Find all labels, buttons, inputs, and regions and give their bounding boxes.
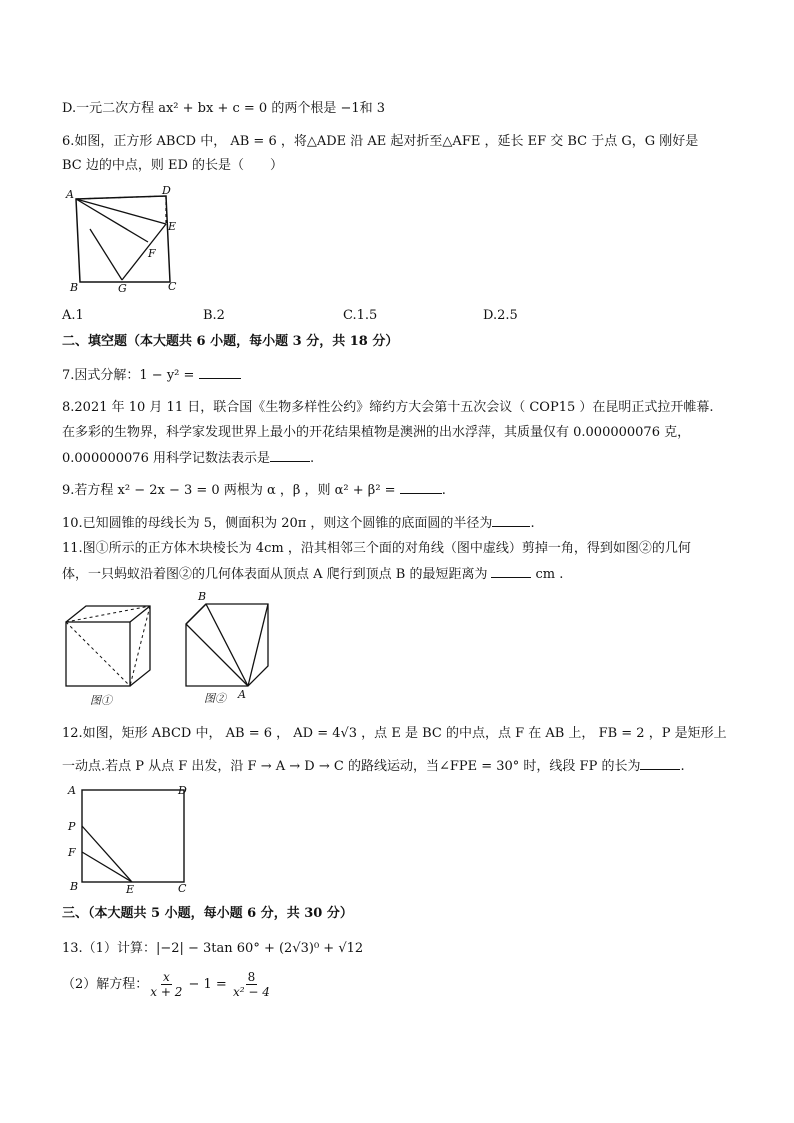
q12-rectangle: [82, 790, 184, 882]
q12-label-d: D: [178, 784, 187, 797]
q6-square-outline: [76, 196, 170, 282]
q13-part1: 13.（1）计算：|−2| − 3tan 60° + (2√3)⁰ + √12: [62, 941, 364, 956]
q6-label-a: A: [66, 188, 74, 201]
q5-option-d: D.一元二次方程 ax² + bx + c = 0 的两个根是 −1和 3: [62, 101, 386, 116]
q6-stem-line2: BC 边的中点，则 ED 的长是（ ）: [62, 158, 284, 173]
q12-label-a: A: [68, 784, 76, 797]
section-3-heading: 三、（本大题共 5 小题，每小题 6 分，共 30 分）: [62, 906, 353, 921]
q12-label-f: F: [68, 846, 76, 859]
q6-line-eg: [122, 224, 166, 280]
q11-unit: cm .: [535, 567, 564, 582]
q6-label-d: D: [162, 184, 171, 197]
q10-answer-blank: [492, 514, 530, 527]
q11-figure-2: [180, 590, 290, 710]
q11-answer-blank: [491, 565, 531, 578]
q10-line: 10.已知圆锥的母线长为 5，侧面积为 20π ，则这个圆锥的底面圆的半径为 .: [62, 516, 535, 531]
q12-line2: 一动点.若点 P 从点 F 出发，沿 F → A → D → C 的路线运动，当∠FPE = 30° 时，线段 FP 的长为 .: [62, 759, 685, 774]
q13-part2-label: （2）解方程：: [62, 977, 149, 992]
q8-answer-blank: [270, 449, 310, 462]
q12-answer-blank: [640, 757, 680, 770]
q6-option-a: A.1: [62, 308, 84, 323]
q8-line1: 8.2021 年 10 月 11 日，联合国《生物多样性公约》缔约方大会第十五次会议（ COP15 ）在昆明正式拉开帷幕.: [62, 400, 714, 415]
q13-fraction-1: $\frac{x}{x + 2}$: [150, 970, 183, 999]
q6-line-fold: [90, 229, 122, 280]
q8-line2: 在多彩的生物界，科学家发现世界上最小的开花结果植物是澳洲的出水浮萍，其质量仅有 0.000000076 克，: [62, 425, 691, 440]
q11-dashed-diag-3: [130, 606, 150, 686]
q12-line-pe: [82, 826, 132, 882]
q6-label-f: F: [148, 247, 156, 260]
q6-stem-line1: 6.如图，正方形 ABCD 中， AB = 6 ，将△ADE 沿 AE 起对折至△AFE ，延长 EF 交 BC 于点 G，G 刚好是: [62, 134, 699, 149]
q6-label-b: B: [70, 281, 79, 294]
q6-line-ae: [76, 199, 166, 224]
q6-option-b: B.2: [203, 308, 225, 323]
section-2-heading: 二、填空题（本大题共 6 小题，每小题 3 分，共 18 分）: [62, 334, 399, 349]
q6-figure: [62, 184, 192, 294]
q7-answer-blank: [199, 366, 241, 379]
q11-line1: 11.图①所示的正方体木块棱长为 4cm ，沿其相邻三个面的对角线（图中虚线）剪掉一角，得到如图②的几何: [62, 541, 691, 556]
q11-dashed-diag-2: [66, 606, 150, 622]
q6-option-d: D.2.5: [483, 308, 518, 323]
q12-label-e: E: [126, 883, 135, 895]
q8-line3: 0.000000076 用科学记数法表示是 .: [62, 451, 315, 466]
q9-answer-blank: [400, 481, 442, 494]
q11-cube-back-edges: [66, 606, 150, 686]
q12-line-fe: [82, 852, 132, 882]
q6-option-c: C.1.5: [343, 308, 378, 323]
q11-label-b: B: [198, 590, 207, 603]
q12-label-p: P: [68, 820, 76, 833]
q11-fig1-caption: 图①: [90, 694, 112, 707]
q11-dashed-diag-1: [66, 622, 130, 686]
q12-figure: [62, 780, 202, 895]
q8-line3-text: 0.000000076 用科学记数法表示是: [62, 451, 270, 466]
q7-text: 7.因式分解：1 − y² =: [62, 368, 199, 383]
q11-line2: [62, 565, 563, 584]
q13-part2: （2）解方程： $\frac{x}{x + 2}$ − 1 = $\frac{8}{\text{x² − 4}}$: [62, 970, 270, 999]
q6-label-c: C: [168, 280, 177, 293]
q11-fig2-caption: 图②: [204, 692, 226, 705]
q11-label-a: A: [238, 688, 246, 701]
q12-line1: 12.如图，矩形 ABCD 中， AB = 6 ， AD = 4√3 ，点 E 是 BC 的中点，点 F 在 AB 上， FB = 2 ，P 是矩形上: [62, 726, 727, 741]
q9-line: 9.若方程 x² − 2x − 3 = 0 两根为 α ，β ，则 α² + β² = .: [62, 483, 446, 498]
q7-line: [62, 366, 241, 385]
q12-line2-text: 一动点.若点 P 从点 F 出发，沿 F → A → D → C 的路线运动，当∠FPE = 30° 时，线段 FP 的长为: [62, 759, 641, 774]
q6-label-g: G: [118, 282, 127, 294]
q13-fraction-2: $\frac{8}{\text{x² − 4}}$: [232, 970, 270, 999]
q12-label-b: B: [70, 880, 79, 893]
q6-line-af: [76, 199, 148, 242]
q6-label-e: E: [168, 220, 177, 233]
q11-figure-1: [60, 600, 170, 710]
q12-label-c: C: [178, 882, 187, 895]
q10-text: 10.已知圆锥的母线长为 5，侧面积为 20π ，则这个圆锥的底面圆的半径为: [62, 516, 493, 531]
q9-text: 9.若方程 x² − 2x − 3 = 0 两根为 α ，β ，则 α² + β² =: [62, 483, 400, 498]
q11-line2-text: 体，一只蚂蚁沿着图②的几何体表面从顶点 A 爬行到顶点 B 的最短距离为: [62, 567, 488, 582]
